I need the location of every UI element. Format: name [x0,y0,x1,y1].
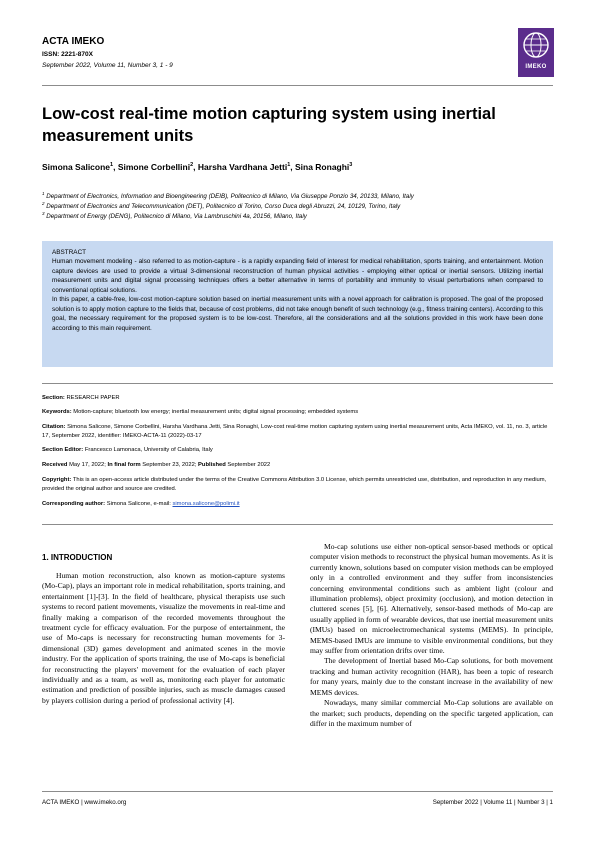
author-affil-sup: 1 [287,162,291,169]
abstract-box [42,241,553,367]
author-name: Simona Salicone [42,162,111,172]
body-paragraph: Mo-cap solutions use either non-optical sensor-based methods or optical computer vision methods to reconstruct the physical human movements. As it is currently known, solutions based on computer vision methods can be employed only in a controlled environment and they suffer from inconsistencies concerning environmental conditions such as ambient light (colour and illumination problems), object proximity (occlusion), and motion detection in cluttered scenes [5], [6]. Alternatively, sensor-based methods of Mo-cap are usually applied in form of wearable devices, that use inertial measurement units (IMUs) based on microelectromechanical systems (MEMS). In principle, MEMS-based IMUs are immune to visible environmental conditions, but they may suffer from orientation drifts over time. [310,542,553,656]
body-paragraph: The development of Inertial based Mo-Cap solutions, for both movement tracking and human activity recognition (HAR), has been a topic of research for many years, mainly due to the constant increase in the availability of new MEMS devices. [310,656,553,697]
abstract-heading: ABSTRACT [52,249,87,256]
meta-value: September 23, 2022; [142,462,197,468]
volume-line: September 2022, Volume 11, Number 3, 1 - 9 [42,62,173,69]
affiliation [42,191,414,200]
meta-label: Corresponding author: [42,501,106,507]
meta-corresponding [42,500,553,509]
affiliation [42,211,307,220]
footer-right: September 2022 | Volume 11 | Number 3 | 1 [432,799,553,806]
meta-value: This is an open-access article distributed under the terms of the Creative Commons Attribution 3.0 License, which permits unrestricted use, distribution, and reproduction in any medium, provided the original author and source are credited. [42,477,547,492]
meta-section [42,394,553,403]
author-name: Harsha Vardhana Jetti [197,162,288,172]
affil-sup: 2 [42,201,45,206]
body-paragraph: Human motion reconstruction, also known as motion-capture systems (Mo-Cap), plays an important role in medical rehabilitation, sports training, and entertainment [1]-[3]. In the field of healthcare, physical therapists use such systems to record patient movements, visualize the movements in real-time and finally making a comparison of the recorded movements throughout the treatment cycle for efficacy evaluation. For the purpose of entertainment, the use of Mo-caps is necessary for reconstructing human movements for 3-dimensional (3D) games development and animated scenes in the movie industry. For the application of sports training, the use of Mo-caps is beneficial for reconstructing the players' movement for the evaluation of each player individually and as a team, as well as, monitoring each player for automatic estimation and prediction of possible injuries, such as muscle damages caused by players collision during a period of professional activity [4]. [42,571,285,705]
meta-value: Simona Salicone, Simone Corbellini, Harsha Vardhana Jetti, Sina Ronaghi, Low-cost real-time motion capturing system using inertial measurement units, Acta IMEKO, vol. 11, no. 3, article 17, September 2022, identifier: IMEKO-ACTA-11 (2022)-03-17 [42,424,548,439]
right-column [310,542,553,729]
logo-text: IMEKO [525,64,547,70]
meta-value: Francesco Lamonaca, University of Calabria, Italy [84,447,213,453]
paper-title: Low-cost real-time motion capturing system using inertial measurement units [42,105,496,145]
affil-sup: 3 [42,211,45,216]
abstract-paragraph: In this paper, a cable-free, low-cost motion-capture solution based on inertial measurement units with a novel approach for calibration is proposed. The goal of the proposed solution is to apply motion capture to the fields that, because of cost problems, did not take enough benefit of such technology (e.g., fitness training centers). According to this goal, the necessary requirement for the proposed system is to be low-cost. Therefore, all the considerations and all the solutions provided in this work have been done according to this main requirement. [52,296,543,332]
globe-icon [518,28,554,62]
affiliation [42,201,400,210]
meta-value: May 17, 2022; [69,462,106,468]
meta-label: Section Editor: [42,447,84,453]
meta-editor [42,446,553,455]
meta-keywords [42,408,553,417]
footer-rule [42,791,553,792]
abstract-paragraph: Human movement modeling - also referred to as motion-capture - is a rapidly expanding field of interest for medical rehabilitation, sports training, and entertainment. Motion capture devices are used to provide a virtual 3-dimensional reconstruction of human physical activities - employing either optical or inertial sensors. Utilizing inertial measurement units and digital signal processing techniques offers a better alternative in terms of portability and immunity to visual perturbations when compared to conventional optical solutions. [52,258,543,294]
author-affil-sup: 2 [190,162,194,169]
imeko-logo [518,28,554,77]
meta-value: September 2022 [227,462,271,468]
author-list: Simona Salicone$^1$, Simone Corbellini$^2$, Harsha Vardhana Jetti$^1$, Sina Ronaghi$^3$ [42,162,353,172]
affil-text: Department of Electronics, Information and Bioengineering (DEIB), Politecnico di Milano, Via Giuseppe Ponzio 34, 20133, Milano, Italy [46,193,414,201]
meta-value: Simona Salicone, e-mail: [106,501,171,507]
footer-left: ACTA IMEKO | www.imeko.org [42,799,127,806]
meta-value: Motion-capture; bluetooth low energy; inertial measurement units; digital signal processing; embedded systems [73,409,359,415]
meta-citation [42,423,553,440]
left-column [42,571,285,706]
meta-label: Published [198,462,226,468]
issn: ISSN: 2221-870X [42,51,93,58]
meta-value: RESEARCH PAPER [66,395,120,401]
affil-text: Department of Electronics and Telecommunication (DET), Politecnico di Torino, Corso Duca degli Abruzzi, 24, 10129, Torino, Italy [46,203,401,211]
affil-sup: 1 [42,191,45,196]
section-rule [42,524,553,525]
header-rule [42,85,553,86]
journal-name: ACTA IMEKO [42,36,105,47]
affil-text: Department of Energy (DENG), Politecnico di Milano, Via Lambruschini 4a, 20156, Milano, Italy [46,213,307,221]
section-heading: 1. INTRODUCTION [42,553,113,562]
author-affil-sup: 1 [110,162,114,169]
meta-label: Section: [42,395,65,401]
meta-copyright [42,476,553,493]
author-affil-sup: 3 [349,162,353,169]
meta-label: Received [42,462,68,468]
meta-label: Keywords: [42,409,72,415]
meta-label: In final form [107,462,141,468]
author-name: Simone Corbellini [117,162,191,172]
body-paragraph: Nowadays, many similar commercial Mo-Cap solutions are available on the market; such products, depending on the specific targeted application, can differ in the maximum number of [310,698,553,728]
email-link[interactable]: simona.salicone@polimi.it [172,501,240,507]
meta-rule [42,383,553,384]
meta-label: Citation: [42,424,66,430]
author-name: Sina Ronaghi [294,162,350,172]
meta-dates [42,461,553,470]
meta-label: Copyright: [42,477,72,483]
